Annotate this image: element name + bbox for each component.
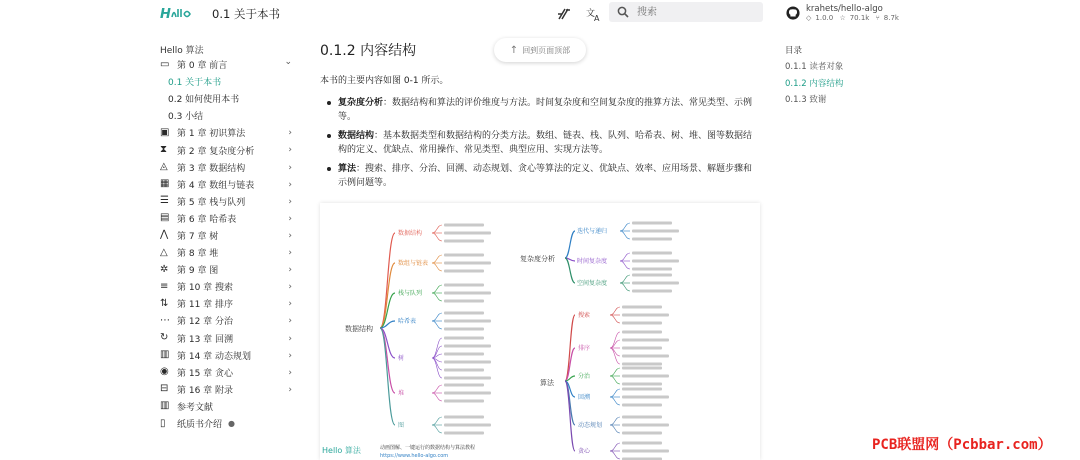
section-heading: 0.1.2 内容结构	[320, 43, 417, 59]
mindmap-link	[610, 451, 620, 459]
mindmap-branch: 迭代与递归	[577, 228, 608, 235]
mindmap-branch: 哈希表	[398, 318, 417, 325]
new-badge-icon: ●	[228, 419, 235, 429]
repo-forks: 8.7k	[883, 14, 899, 22]
map-pin-icon: ◉	[160, 366, 169, 378]
mindmap-leaf	[632, 222, 672, 225]
mindmap-leaf	[444, 254, 484, 257]
sidebar-item[interactable]	[160, 141, 300, 158]
sidebar-item[interactable]	[160, 330, 300, 347]
site-logo[interactable]	[160, 4, 196, 22]
mindmap-leaf	[632, 290, 672, 293]
mindmap-leaf	[444, 320, 491, 323]
mindmap-leaf	[444, 224, 484, 227]
mindmap-leaf	[622, 306, 662, 309]
mindmap-branch: 分治	[578, 373, 591, 380]
mindmap-link	[620, 253, 630, 261]
appendix-icon: ⊟	[160, 383, 169, 395]
fork-icon: ⑂	[875, 14, 880, 22]
search-icon	[617, 6, 629, 18]
backtrack-icon: ↻	[160, 332, 169, 344]
chevron-right-icon[interactable]: ›	[288, 248, 292, 259]
sidebar-item[interactable]	[160, 56, 300, 73]
github-icon	[786, 6, 800, 20]
mindmap-link	[432, 417, 442, 425]
sidebar-title: Hello 算法	[160, 46, 204, 56]
mindmap-leaf	[622, 355, 669, 358]
shapes-icon: ◬	[160, 161, 168, 173]
chevron-right-icon[interactable]: ›	[288, 333, 292, 344]
sidebar-item-label: 参考文献	[177, 402, 214, 413]
sidebar-item-label: 第 16 章 附录	[177, 385, 234, 396]
bullet-term: 数据结构	[338, 131, 375, 141]
sidebar-item-label: 第 11 章 排序	[177, 300, 234, 311]
repo-stars: 70.1k	[849, 14, 870, 22]
sidebar-item-label: 0.2 如何使用本书	[168, 95, 240, 106]
chevron-right-icon[interactable]: ›	[288, 179, 292, 190]
sidebar-item[interactable]	[160, 295, 300, 312]
toc-item-thanks[interactable]: 0.1.3 致谢	[785, 95, 827, 105]
mindmap-branch: 排序	[578, 345, 591, 352]
toc-item-structure[interactable]: 0.1.2 内容结构	[785, 78, 844, 89]
sidebar-item[interactable]	[160, 124, 300, 141]
sidebar-item-label: 第 15 章 贪心	[177, 368, 234, 379]
mindmap-leaf	[444, 345, 491, 348]
mindmap-link	[620, 231, 630, 239]
sidebar-item[interactable]	[160, 347, 300, 364]
chevron-right-icon[interactable]: ›	[288, 316, 292, 327]
list-item	[320, 129, 760, 157]
mindmap-leaf	[622, 424, 669, 427]
chevron-right-icon[interactable]: ›	[288, 282, 292, 293]
mindmap-footer-logo: Hello 算法	[322, 446, 361, 455]
mindmap-leaf	[622, 388, 662, 391]
mindmap-leaf	[444, 262, 491, 265]
content-structure-mindmap	[320, 203, 760, 460]
mindmap-link	[432, 338, 442, 358]
mindmap-leaf	[622, 322, 662, 325]
mindmap-leaf	[622, 314, 669, 317]
mindmap-link	[610, 315, 620, 323]
chevron-right-icon[interactable]: ›	[288, 145, 292, 156]
sidebar-item-label: 第 6 章 哈希表	[177, 214, 237, 225]
mindmap-leaf	[444, 416, 484, 419]
sidebar-item-label: 第 3 章 数据结构	[177, 163, 246, 174]
star-icon: ☆	[839, 14, 846, 22]
mindmap-root-algorithms: 算法	[540, 379, 554, 387]
search-input[interactable]	[637, 5, 747, 19]
sidebar-item-label: 第 13 章 回溯	[177, 334, 234, 345]
mindmap-leaf	[444, 377, 491, 380]
mindmap-link	[565, 381, 575, 451]
mindmap-branch: 动态规划	[578, 422, 603, 429]
svg-text:H: H	[160, 7, 171, 22]
mindmap-leaf	[444, 292, 491, 295]
search-list-icon: ≡	[160, 280, 169, 292]
sidebar-item[interactable]	[160, 107, 300, 124]
chevron-right-icon[interactable]: ›	[288, 196, 292, 207]
mindmap-branch: 时间复杂度	[577, 258, 608, 265]
repo-name: krahets/hello-algo	[806, 4, 883, 14]
paper-book-icon: ▯	[160, 417, 166, 429]
mindmap-branch: 贪心	[578, 448, 591, 455]
chevron-right-icon[interactable]: ›	[288, 299, 292, 310]
mindmap-leaf	[622, 404, 662, 407]
back-to-top-button[interactable]	[494, 38, 586, 62]
mindmap-link	[620, 223, 630, 231]
mindmap-leaf	[444, 240, 484, 243]
sidebar-item-label: 第 8 章 堆	[177, 249, 219, 260]
sidebar-item-label: 第 10 章 搜索	[177, 283, 234, 294]
stack-icon: ☰	[160, 195, 169, 207]
bullet-term: 复杂度分析	[338, 98, 384, 108]
chevron-down-icon[interactable]: ⌄	[284, 57, 292, 67]
mindmap-leaf	[622, 331, 662, 334]
mindmap-leaf	[632, 238, 672, 241]
sidebar-item-label: 第 5 章 栈与队列	[177, 197, 246, 208]
tree-icon: ⋀	[160, 229, 169, 241]
mindmap-leaf	[622, 450, 669, 453]
mindmap-link	[610, 348, 620, 364]
mindmap-leaf	[444, 270, 484, 273]
mindmap-leaf	[444, 312, 484, 315]
table-icon: ▤	[160, 212, 170, 224]
table-of-contents	[785, 44, 905, 110]
bullet-term: 算法	[338, 164, 357, 174]
sidebar-item-label: 第 14 章 动态规划	[177, 351, 252, 362]
mindmap-link	[610, 425, 620, 433]
divide-icon: ⋯	[160, 314, 170, 326]
repo-version: 1.0.0	[815, 14, 834, 22]
sidebar-item[interactable]	[160, 159, 300, 176]
mindmap-leaf	[632, 252, 672, 255]
arrow-up-icon: ↑	[509, 44, 519, 56]
toc-title: 目录	[785, 46, 803, 56]
mindmap-leaf	[622, 339, 669, 342]
content-list	[320, 96, 760, 195]
mindmap-leaf	[444, 232, 491, 235]
sidebar-item-label: 第 4 章 数组与链表	[177, 180, 255, 191]
mindmap-leaf	[444, 432, 484, 435]
bookshelf-icon: ▥	[160, 400, 170, 412]
theme-toggle-icon[interactable]	[556, 6, 572, 22]
watermark: PCB联盟网（Pcbbar.com）	[872, 437, 1052, 453]
mindmap-link	[610, 389, 620, 397]
sidebar-item-label: 第 9 章 图	[177, 266, 219, 277]
sidebar-item[interactable]	[160, 415, 300, 432]
list-item	[320, 162, 760, 190]
chevron-right-icon[interactable]: ›	[288, 367, 292, 378]
mindmap-leaf	[444, 337, 484, 340]
mindmap-leaf	[444, 424, 491, 427]
mindmap-link	[432, 313, 442, 321]
bullet-text: ：基本数据类型和数据结构的分类方法。数组、链表、栈、队列、哈希表、树、堆、图等数据结构的定义、优缺点、常用操作、常见类型、典型应用、实现方法等。	[338, 131, 753, 155]
mindmap-leaf	[444, 369, 484, 372]
mindmap-branch: 数组与链表	[398, 260, 429, 267]
sidebar-item[interactable]	[160, 73, 300, 90]
sidebar-item[interactable]	[160, 312, 300, 329]
mindmap-footer-text: 动画图解、一键运行的数据结构与算法教程	[380, 445, 476, 451]
mindmap-branch: 树	[398, 355, 405, 362]
mindmap-leaf	[444, 284, 484, 287]
mindmap-leaf	[444, 400, 484, 403]
mindmap-leaf	[632, 230, 679, 233]
chevron-right-icon[interactable]: ›	[288, 213, 292, 224]
mindmap-leaf	[622, 396, 669, 399]
sidebar-item[interactable]	[160, 244, 300, 261]
mindmap-leaf	[622, 442, 662, 445]
hourglass-icon: ⧗	[160, 144, 168, 156]
mindmap-root-data-structures: 数据结构	[345, 325, 373, 333]
sidebar-item[interactable]	[160, 176, 300, 193]
tag-icon: ◇	[806, 14, 812, 22]
language-icon[interactable]	[586, 6, 602, 22]
sidebar-item[interactable]	[160, 210, 300, 227]
mindmap-branch: 回溯	[578, 394, 591, 401]
sidebar-item[interactable]	[160, 381, 300, 398]
sidebar-item-label: 0.3 小结	[168, 112, 204, 123]
mindmap-leaf	[444, 384, 484, 387]
mindmap-branch: 堆	[398, 390, 405, 397]
sidebar-item-label: 第 7 章 树	[177, 231, 219, 242]
repo-stats	[806, 14, 903, 22]
mindmap-link	[620, 275, 630, 283]
mindmap-leaf	[622, 363, 662, 366]
mindmap-link	[432, 293, 442, 301]
bullet-text: ：数据结构和算法的评价维度与方法。时间复杂度和空间复杂度的推算方法、常见类型、示例等。	[338, 98, 753, 122]
list-item	[320, 96, 760, 124]
mindmap-link	[565, 315, 575, 381]
mindmap-leaf	[632, 268, 672, 271]
mindmap-leaf	[632, 260, 679, 263]
mindmap-branch: 图	[398, 422, 405, 429]
sidebar-item[interactable]	[160, 227, 300, 244]
sidebar-item-label: 第 2 章 复杂度分析	[177, 146, 255, 157]
chevron-right-icon[interactable]: ›	[288, 230, 292, 241]
heap-icon: △	[160, 246, 168, 258]
mindmap-link	[610, 307, 620, 315]
toc-item-readers[interactable]: 0.1.1 读者对象	[785, 62, 844, 72]
mindmap-link	[565, 231, 575, 258]
page-header-title: 0.1 关于本书	[212, 7, 280, 21]
mindmap-link	[620, 283, 630, 291]
back-to-top-label: 回到页面顶部	[522, 45, 571, 55]
calculator-icon: ▣	[160, 126, 170, 138]
mindmap-svg	[320, 203, 760, 460]
dp-grid-icon: ▥	[160, 349, 170, 361]
mindmap-link	[610, 332, 620, 348]
chevron-right-icon[interactable]: ›	[288, 384, 292, 395]
sidebar-item-label: 0.1 关于本书	[168, 78, 222, 89]
sidebar-item[interactable]	[160, 261, 300, 278]
sidebar-nav	[160, 43, 300, 432]
sidebar-item[interactable]	[160, 90, 300, 107]
sidebar-item[interactable]	[160, 398, 300, 415]
sidebar-item[interactable]	[160, 364, 300, 381]
mindmap-link	[565, 258, 575, 283]
mindmap-link	[432, 285, 442, 293]
search-box[interactable]	[609, 2, 763, 22]
mindmap-branch: 搜索	[578, 312, 591, 319]
top-header	[0, 0, 1080, 28]
sort-icon: ⇅	[160, 297, 169, 309]
mindmap-leaf	[632, 274, 672, 277]
book-open-icon: ▭	[160, 58, 170, 70]
mindmap-link	[432, 225, 442, 233]
mindmap-leaf	[444, 353, 484, 356]
sidebar-item-label: 纸质书介绍	[177, 420, 223, 431]
mindmap-link	[610, 443, 620, 451]
mindmap-leaf	[622, 367, 662, 370]
mindmap-link	[610, 376, 620, 384]
svg-text:文: 文	[586, 9, 596, 19]
mindmap-link	[432, 358, 442, 378]
mindmap-leaf	[444, 300, 484, 303]
chevron-right-icon[interactable]: ›	[288, 350, 292, 361]
mindmap-leaf	[444, 361, 491, 364]
mindmap-link	[432, 321, 442, 329]
mindmap-root-complexity: 复杂度分析	[520, 255, 555, 263]
mindmap-link	[610, 348, 620, 356]
mindmap-link	[610, 397, 620, 405]
mindmap-branch: 栈与队列	[398, 290, 423, 297]
bullet-text: ：搜索、排序、分治、回溯、动态规划、贪心等算法的定义、优缺点、效率、应用场景、解题步骤和示例问题等。	[338, 164, 753, 188]
sidebar-item[interactable]	[160, 193, 300, 210]
mindmap-link	[432, 425, 442, 433]
mindmap-leaf	[444, 328, 484, 331]
chevron-right-icon[interactable]: ›	[288, 128, 292, 139]
svg-text:A: A	[594, 14, 600, 22]
sidebar-item-label: 第 0 章 前言	[177, 61, 228, 72]
mindmap-link	[432, 255, 442, 263]
graph-icon: ✲	[160, 263, 169, 275]
mindmap-link	[432, 233, 442, 241]
mindmap-leaf	[622, 432, 662, 435]
mindmap-leaf	[632, 282, 679, 285]
mindmap-leaf	[622, 375, 669, 378]
mindmap-branch: 数据结构	[398, 230, 423, 237]
mindmap-leaf	[444, 392, 491, 395]
mindmap-link	[610, 417, 620, 425]
mindmap-footer-url: https://www.hello-algo.com	[380, 453, 449, 459]
mindmap-link	[610, 368, 620, 376]
sidebar-item-label: 第 1 章 初识算法	[177, 129, 246, 140]
chevron-right-icon[interactable]: ›	[288, 162, 292, 173]
sidebar-item[interactable]	[160, 278, 300, 295]
sidebar-item-label: 第 12 章 分治	[177, 317, 234, 328]
mindmap-link	[432, 385, 442, 393]
mindmap-link	[432, 393, 442, 401]
mindmap-link	[610, 340, 620, 348]
chevron-right-icon[interactable]: ›	[288, 265, 292, 276]
mindmap-link	[380, 233, 395, 328]
mindmap-branch: 空间复杂度	[577, 280, 608, 287]
mindmap-link	[620, 261, 630, 269]
intro-paragraph: 本书的主要内容如图 0-1 所示。	[320, 76, 449, 86]
mindmap-leaf	[622, 416, 662, 419]
mindmap-link	[432, 263, 442, 271]
mindmap-leaf	[622, 383, 662, 386]
grid-icon: ▦	[160, 178, 170, 190]
mindmap-leaf	[622, 347, 662, 350]
